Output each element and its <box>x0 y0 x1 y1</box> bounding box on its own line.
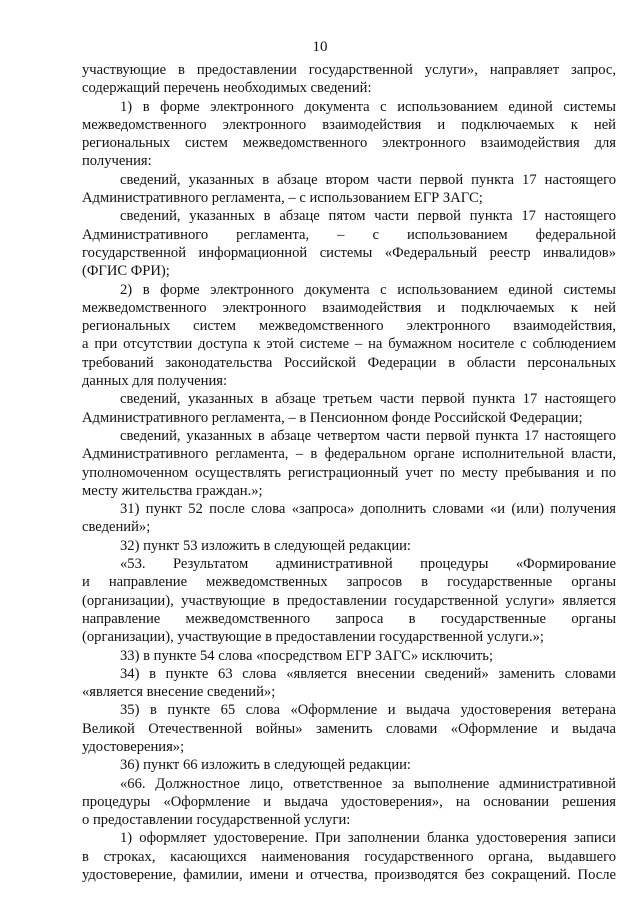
text-line: (организации), участвующие в предоставлении государственной услуги» является <box>82 592 616 609</box>
page-number: 10 <box>312 39 328 55</box>
text-line: Административного регламента, – с использованием ЕГР ЗАГС; <box>82 190 483 207</box>
text-line: «является внесение сведений»; <box>82 684 276 701</box>
text-line: межведомственного электронного взаимодействия и подключаемых к ней <box>82 116 616 133</box>
text-line: в строках, касающихся наименования государственного органа, выдавшего <box>82 848 616 865</box>
text-line: сведений»; <box>82 519 151 536</box>
text-line: 1) оформляет удостоверение. При заполнении бланка удостоверения записи <box>120 830 616 847</box>
text-line: 36) пункт 66 изложить в следующей редакции: <box>120 757 411 774</box>
text-line: 33) в пункте 54 слова «посредством ЕГР ЗАГС» исключить; <box>120 647 494 664</box>
text-line: и направление межведомственных запросов в государственные органы <box>82 574 616 591</box>
text-line: направление межведомственного запроса в государственные органы <box>82 610 616 627</box>
text-line: сведений, указанных в абзаце втором части первой пункта 17 настоящего <box>120 171 616 188</box>
document-body <box>82 61 616 884</box>
text-line: сведений, указанных в абзаце третьем части первой пункта 17 настоящего <box>120 391 616 408</box>
text-line: Административного регламента, – в Пенсионном фонде Российской Федерации; <box>82 409 583 426</box>
text-line: государственной информационной системы «Федеральный реестр инвалидов» <box>82 244 616 261</box>
text-line: Административного регламента, – с использованием федеральной <box>82 226 616 243</box>
text-line: «66. Должностное лицо, ответственное за выполнение административной <box>120 775 616 792</box>
text-line: Великой Отечественной войны» заменить словами «Оформление и выдача <box>82 720 616 737</box>
text-line: сведений, указанных в абзаце четвертом части первой пункта 17 настоящего <box>120 427 616 444</box>
text-line: о предоставлении государственной услуги: <box>82 812 351 829</box>
text-line: сведений, указанных в абзаце пятом части первой пункта 17 настоящего <box>120 208 616 225</box>
text-line: (организации), участвующие в предоставлении государственной услуги.»; <box>82 629 544 646</box>
text-line: 32) пункт 53 изложить в следующей редакции: <box>120 537 411 554</box>
text-line: (ФГИС ФРИ); <box>82 263 170 280</box>
text-line: процедуры «Оформление и выдача удостоверения», на основании решения <box>82 793 616 810</box>
text-line: содержащий перечень необходимых сведений: <box>82 80 372 97</box>
text-line: а при отсутствии доступа к этой системе – на бумажном носителе с соблюдением <box>82 336 616 353</box>
text-line: 35) в пункте 65 слова «Оформление и выдача удостоверения ветерана <box>120 702 616 719</box>
text-line: удостоверения»; <box>82 738 185 755</box>
text-line: Административного регламента, – в федеральном органе исполнительной власти, <box>82 446 616 463</box>
text-line: «53. Результатом административной процедуры «Формирование <box>120 556 616 573</box>
text-line: получения: <box>82 153 152 170</box>
text-line: региональных систем межведомственного электронного взаимодействия, <box>82 318 616 335</box>
text-line: удостоверение, фамилии, имени и отчества, производятся без сокращений. После <box>82 867 616 884</box>
text-line: данных для получения: <box>82 373 228 390</box>
text-line: участвующие в предоставлении государственной услуги», направляет запрос, <box>82 62 616 78</box>
text-line: региональных систем межведомственного электронного взаимодействия для <box>82 135 616 152</box>
text-line: месту жительства граждан.»; <box>82 482 263 499</box>
text-line: 1) в форме электронного документа с использованием единой системы <box>120 98 616 115</box>
text-line: 34) в пункте 63 слова «является внесении сведений» заменить словами <box>120 665 616 682</box>
text-line: межведомственного электронного взаимодействия и подключаемых к ней <box>82 299 616 316</box>
text-line: 2) в форме электронного документа с использованием единой системы <box>120 281 616 298</box>
text-line: 31) пункт 52 после слова «запроса» дополнить словами «и (или) получения <box>120 501 616 518</box>
text-line: уполномоченном осуществлять регистрационный учет по месту пребывания и по <box>82 464 616 481</box>
text-line: требований законодательства Российской Федерации в области персональных <box>82 354 616 371</box>
